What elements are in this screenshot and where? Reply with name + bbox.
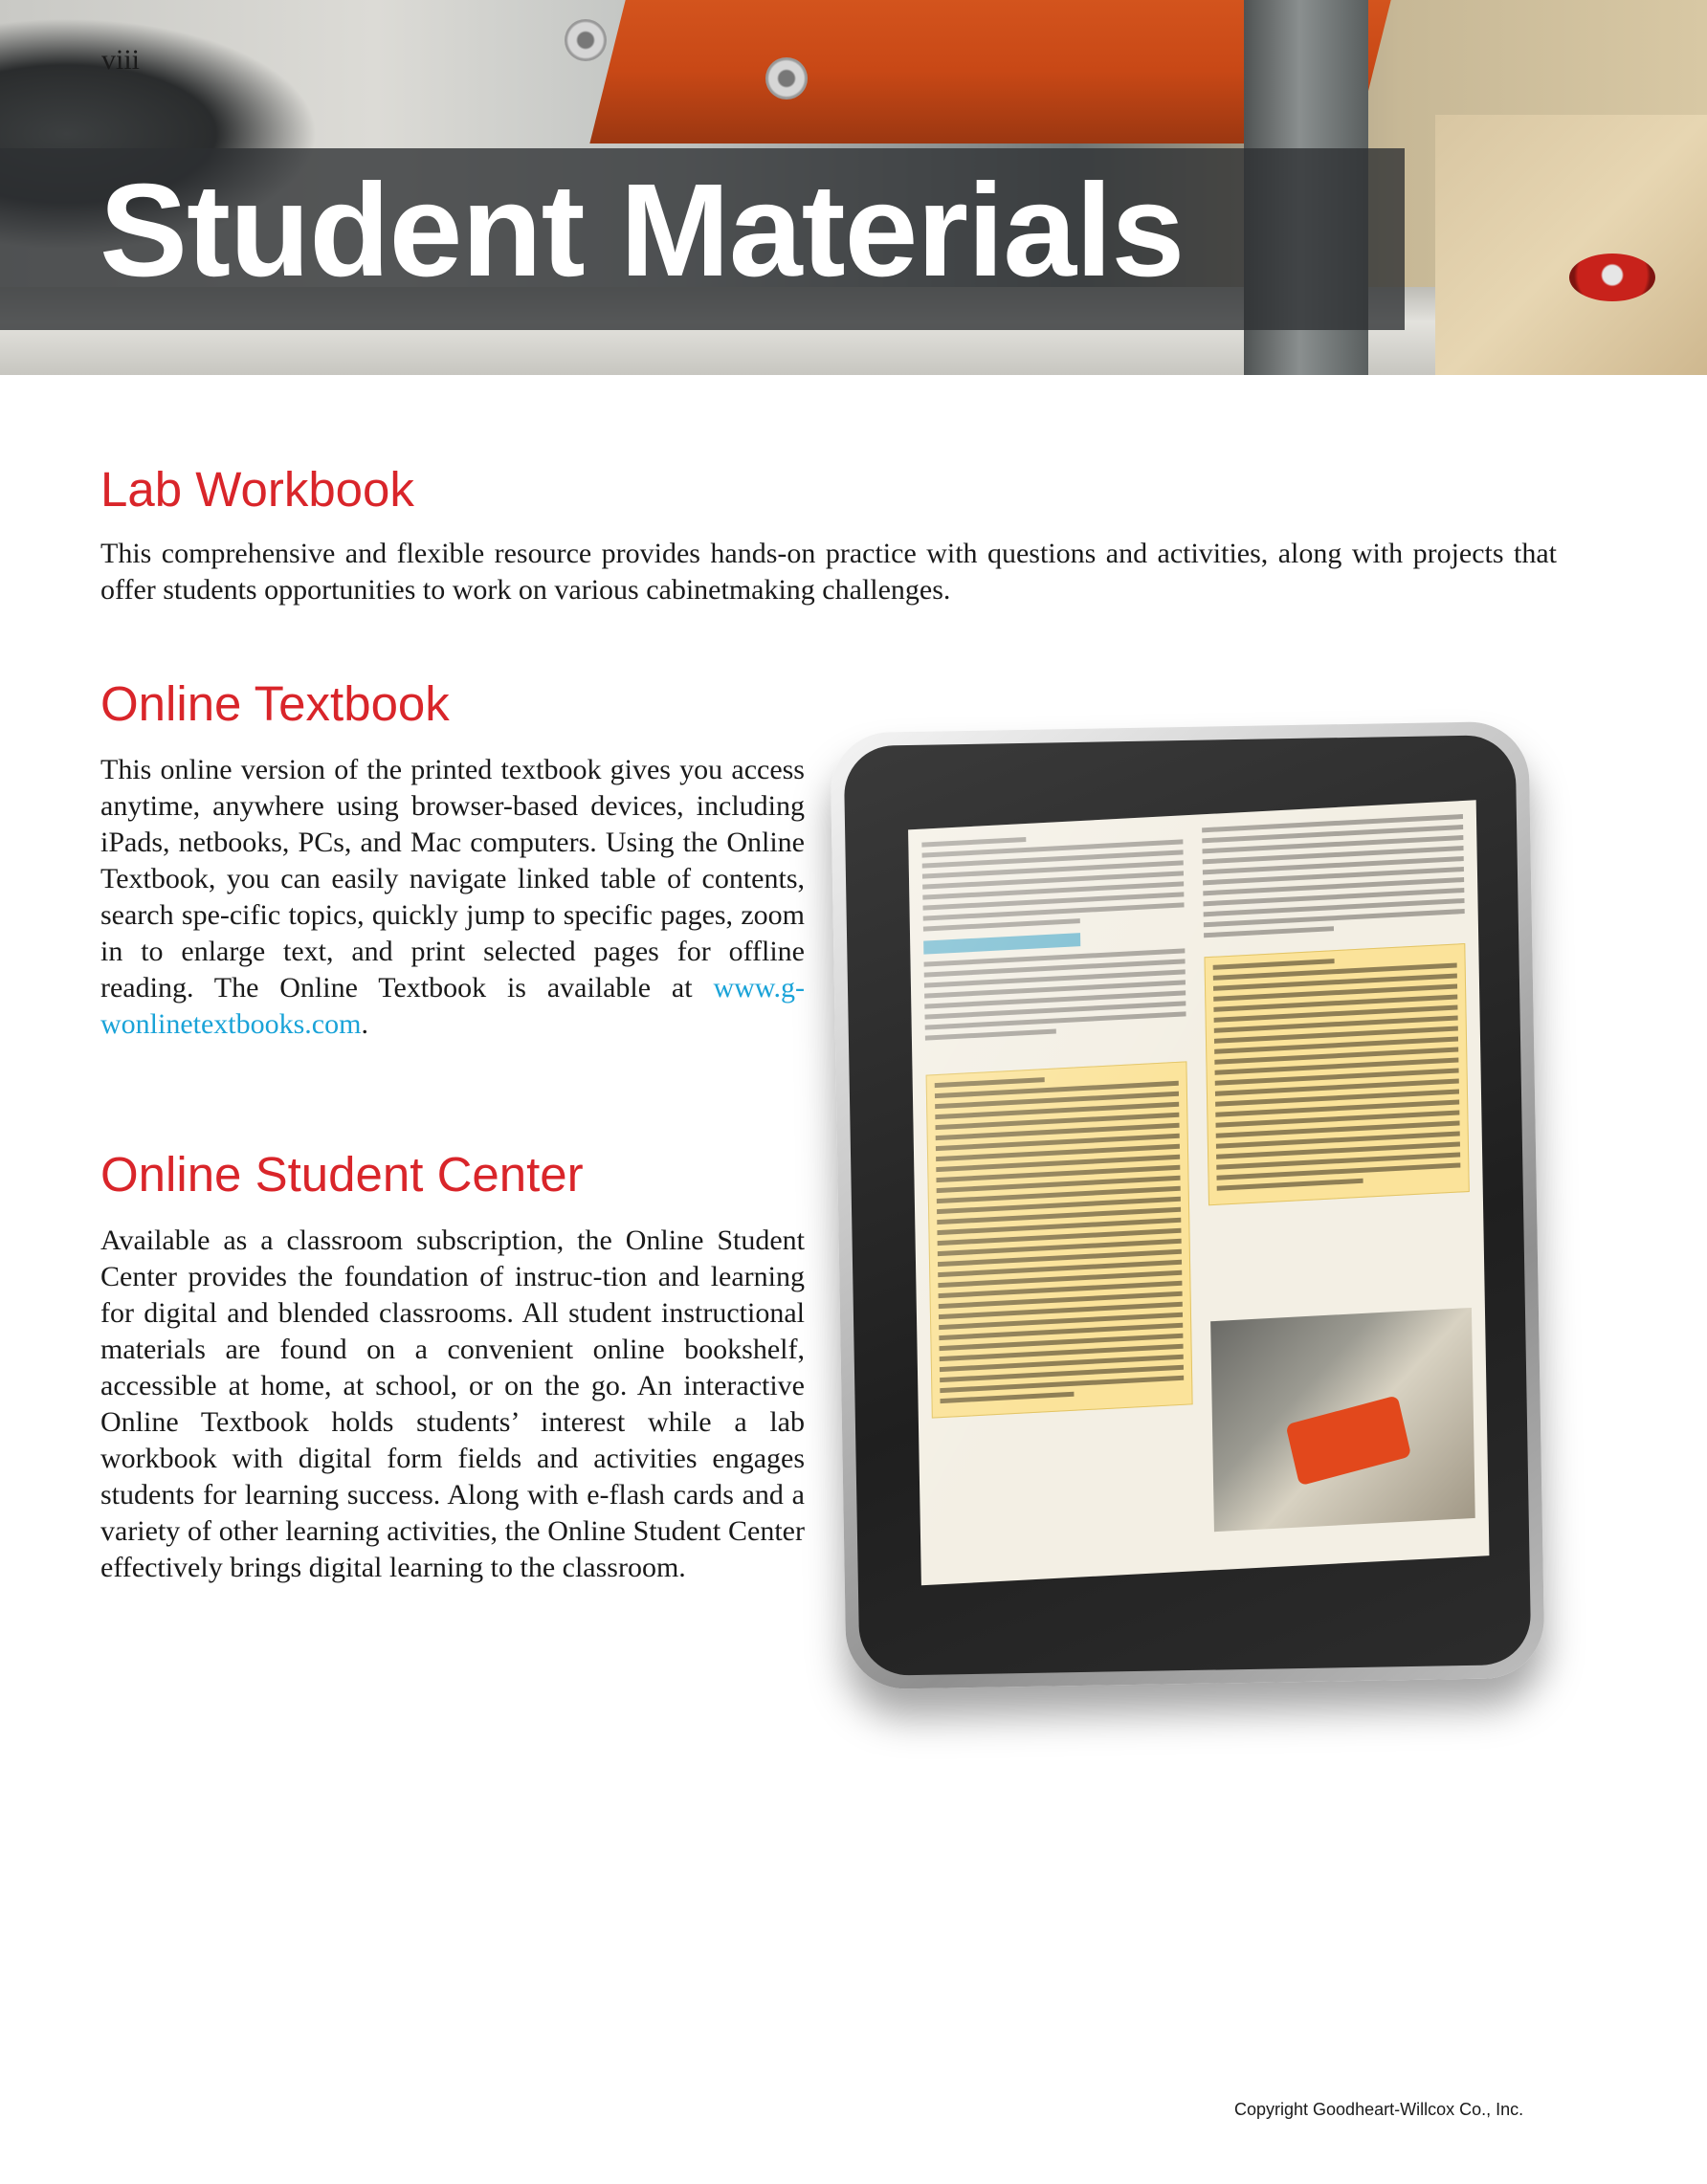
banner-red-knob [1569, 254, 1655, 301]
tablet-illustration [830, 721, 1544, 1690]
online-textbook-body: This online version of the printed textbook gives you access anytime, anywhere using browser-based devices, including iPads, netbooks, PCs, and Mac computers. Using the Online Textbook, you can easily navigate linked table of contents, search spe-cific topics, quickly jump to specific pages, zoom in to enlarge text, and print selected pages for offline reading. The Online Textbook is available at [100, 754, 805, 1004]
tablet-glare [908, 800, 1489, 1585]
heading-online-textbook: Online Textbook [100, 676, 450, 731]
banner-wood-board [1435, 115, 1707, 375]
header-banner-photo [0, 0, 1707, 375]
page-title: Student Materials [100, 157, 1185, 304]
online-textbook-link-suffix: . [361, 1008, 368, 1040]
banner-bolt [565, 19, 607, 61]
heading-lab-workbook: Lab Workbook [100, 462, 414, 517]
online-student-center-text: Available as a classroom subscription, the Online Student Center provides the foundation of instruc-tion and learning for digital and blended classrooms. All student instructional materials are found on a convenient online bookshelf, accessible at home, at school, or on the go. An interactive Online Textbook holds students’ interest while a lab workbook with digital form fields and activities engages students for learning success. Along with e-flash cards and a variety of other learning activities, the Online Student Center effectively brings digital learning to the classroom. [100, 1224, 805, 1583]
online-textbook-link[interactable]: www.g-wonlinetextbooks.com [100, 972, 805, 1040]
banner-bolt [765, 57, 808, 99]
page-number: viii [101, 44, 141, 76]
lab-workbook-text: This comprehensive and flexible resource provides hands-on practice with questions and activities, along with projects that offer students opportunities to work on various cabinetmaking challenges. [100, 538, 1557, 606]
online-textbook-text [100, 752, 805, 1043]
heading-online-student-center: Online Student Center [100, 1147, 584, 1202]
copyright-notice: Copyright Goodheart-Willcox Co., Inc. [1234, 2100, 1524, 2119]
